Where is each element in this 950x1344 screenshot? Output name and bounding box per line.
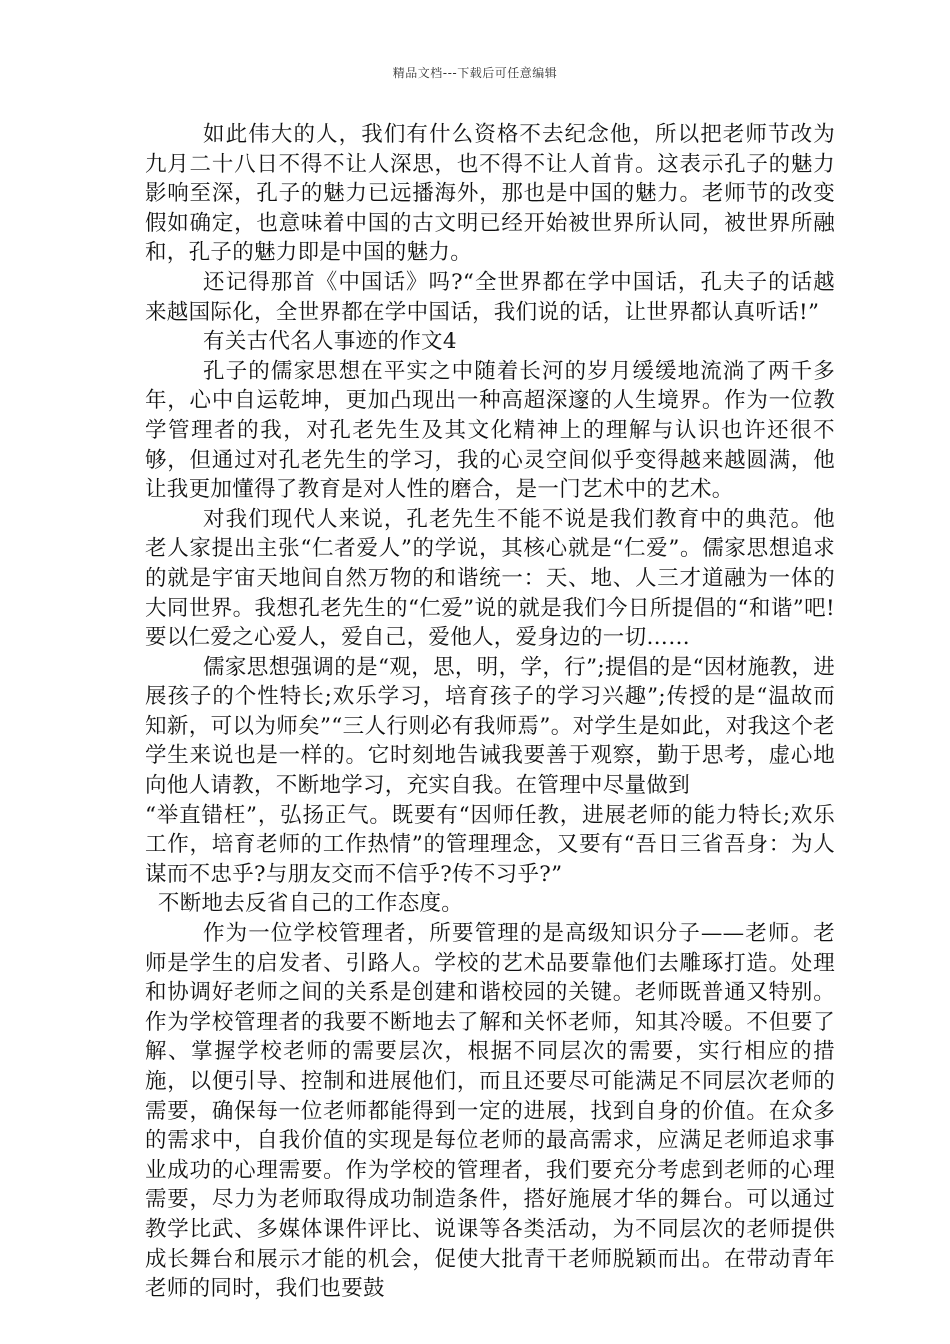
paragraph: 作为一位学校管理者，所要管理的是高级知识分子——老师。老师是学生的启发者、引路人。学校的艺术品要靠他们去雕琢打造。处理和协调好老师之间的关系是创建和谐校园的关键。老师既普通又特别。作为学校管理者的我要不断地去了解和关怀老师，知其冷暖。不但要了解、掌握学校老师的需要层次，根据不同层次的需要，实行相应的措施，以便引导、控制和进展他们，而且还要尽可能满足不同层次老师的需要，确保每一位老师都能得到一定的进展，找到自身的价值。在众多的需求中，自我价值的实现是每位老师的最高需求，应满足老师追求事业成功的心理需要。作为学校的管理者，我们要充分考虑到老师的心理需要，尽力为老师取得成功制造条件，搭好施展才华的舞台。可以通过教学比武、多媒体课件评比、说课等各类活动，为不同层次的老师提供成长舞台和展示才能的机会，促使大批青干老师脱颖而出。在带动青年老师的同时，我们也要鼓 [145,921,835,1302]
paragraph: 儒家思想强调的是“观，思，明，学，行”;提倡的是“因材施教，进展孩子的个性特长;欢乐学习，培育孩子的学习兴趣”;传授的是“温故而知新，可以为师矣”“三人行则必有我师焉”。对学生是如此，对我这个老学生来说也是一样的。它时刻地告诫我要善于观察，勤于思考，虚心地向他人请教，不断地学习，充实自我。在管理中尽量做到 [145,654,835,799]
section-heading: 有关古代名人事迹的作文4 [203,329,457,355]
paragraph: “举直错枉”，弘扬正气。既要有“因师任教，进展老师的能力特长;欢乐工作，培育老师的工作热情”的管理理念，又要有“吾日三省吾身：为人谋而不忠乎?与朋友交而不信乎?传不习乎?” [145,802,835,887]
paragraph: 还记得那首《中国话》吗?“全世界都在学中国话，孔夫子的话越来越国际化，全世界都在学中国话，我们说的话，让世界都认真听话!” [145,269,835,325]
paragraph: 对我们现代人来说，孔老先生不能不说是我们教育中的典范。他老人家提出主张“仁者爱人”的学说，其核心就是“仁爱”。儒家思想追求的就是宇宙天地间自然万物的和谐统一：天、地、人三才道融为一体的大同世界。我想孔老先生的“仁爱”说的就是我们今日所提倡的“和谐”吧!要以仁爱之心爱人，爱自己，爱他人，爱身边的一切…… [145,506,835,651]
paragraph: 不断地去反省自己的工作态度。 [157,891,464,917]
document-body [145,120,835,1304]
paragraph: 如此伟大的人，我们有什么资格不去纪念他，所以把老师节改为九月二十八日不得不让人深思，也不得不让人首肯。这表示孔子的魅力影响至深，孔子的魅力已远播海外，那也是中国的魅力。老师节的改变假如确定，也意味着中国的古文明已经开始被世界所认同，被世界所融和，孔子的魅力即是中国的魅力。 [145,122,835,266]
paragraph: 孔子的儒家思想在平实之中随着长河的岁月缓缓地流淌了两千多年，心中自运乾坤，更加凸现出一种高超深邃的人生境界。作为一位教学管理者的我，对孔老先生及其文化精神上的理解与认识也许还很不够，但通过对孔老先生的学习，我的心灵空间似乎变得越来越圆满，他让我更加懂得了教育是对人性的磨合，是一门艺术中的艺术。 [145,358,835,503]
page-header: 精品文档---下载后可任意编辑 [392,66,558,80]
